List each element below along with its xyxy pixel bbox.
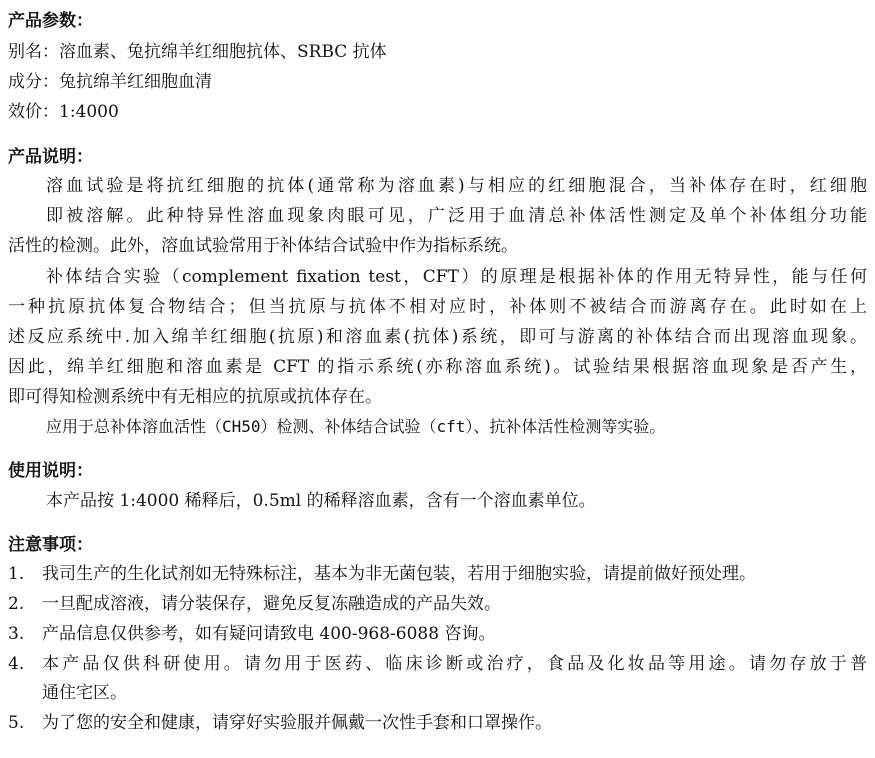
note-item-1: 我司生产的生化试剂如无特殊标注，基本为非无菌包装，若用于细胞实验，请提前做好预处理。 bbox=[42, 564, 756, 584]
note-item-2: 一旦配成溶液，请分装保存，避免反复冻融造成的产品失效。 bbox=[42, 594, 501, 614]
usage-heading: 使用说明： bbox=[8, 461, 93, 481]
description-p2-line1: 补体结合实验（complement fixation test，CFT）的原理是根据补体的作用无特异性，能与任何 bbox=[46, 267, 867, 287]
description-p2-line3: 述反应系统中.加入绵羊红细胞(抗原)和溶血素(抗体)系统，即可与游离的补体结合而出现溶血现象。 bbox=[8, 327, 867, 347]
note-number: 5. bbox=[8, 713, 25, 733]
note-item-3: 产品信息仅供参考，如有疑问请致电 400-968-6088 咨询。 bbox=[42, 624, 496, 644]
description-p2-line2: 一种抗原抗体复合物结合；但当抗原与抗体不相对应时，补体则不被结合而游离存在。此时如在上 bbox=[8, 297, 867, 317]
note-number: 4. bbox=[8, 654, 25, 674]
note-item-4: 本产品仅供科研使用。请勿用于医药、临床诊断或治疗，食品及化妆品等用途。请勿存放于普 bbox=[42, 654, 867, 674]
usage-text: 本产品按 1:4000 稀释后，0.5ml 的稀释溶血素，含有一个溶血素单位。 bbox=[46, 491, 596, 511]
notes-heading: 注意事项： bbox=[8, 535, 93, 555]
note-item-4-continued: 通住宅区。 bbox=[42, 683, 127, 703]
description-p2-line5: 即可得知检测系统中有无相应的抗原或抗体存在。 bbox=[8, 387, 382, 407]
description-p3: 应用于总补体溶血活性（CH50）检测、补体结合试验（cft）、抗补体活性检测等实验。 bbox=[46, 417, 666, 436]
alias-line: 别名：溶血素、兔抗绵羊红细胞抗体、SRBC 抗体 bbox=[8, 42, 387, 62]
description-p1-line2: 即被溶解。此种特异性溶血现象肉眼可见，广泛用于血清总补体活性测定及单个补体组分功能 bbox=[46, 206, 867, 226]
description-heading: 产品说明： bbox=[8, 147, 93, 167]
note-number: 3. bbox=[8, 624, 25, 644]
titer-line: 效价：1:4000 bbox=[8, 102, 119, 122]
description-p2-line4: 因此，绵羊红细胞和溶血素是 CFT 的指示系统(亦称溶血系统)。试验结果根据溶血现象是否产生， bbox=[8, 357, 867, 377]
note-number: 2. bbox=[8, 594, 25, 614]
note-item-5: 为了您的安全和健康，请穿好实验服并佩戴一次性手套和口罩操作。 bbox=[42, 713, 552, 733]
composition-line: 成分：兔抗绵羊红细胞血清 bbox=[8, 72, 212, 92]
description-p1-line1: 溶血试验是将抗红细胞的抗体(通常称为溶血素)与相应的红细胞混合，当补体存在时，红细胞 bbox=[46, 176, 867, 196]
note-number: 1. bbox=[8, 564, 25, 584]
params-heading: 产品参数： bbox=[8, 11, 93, 31]
description-p1-line3: 活性的检测。此外，溶血试验常用于补体结合试验中作为指标系统。 bbox=[8, 236, 518, 256]
